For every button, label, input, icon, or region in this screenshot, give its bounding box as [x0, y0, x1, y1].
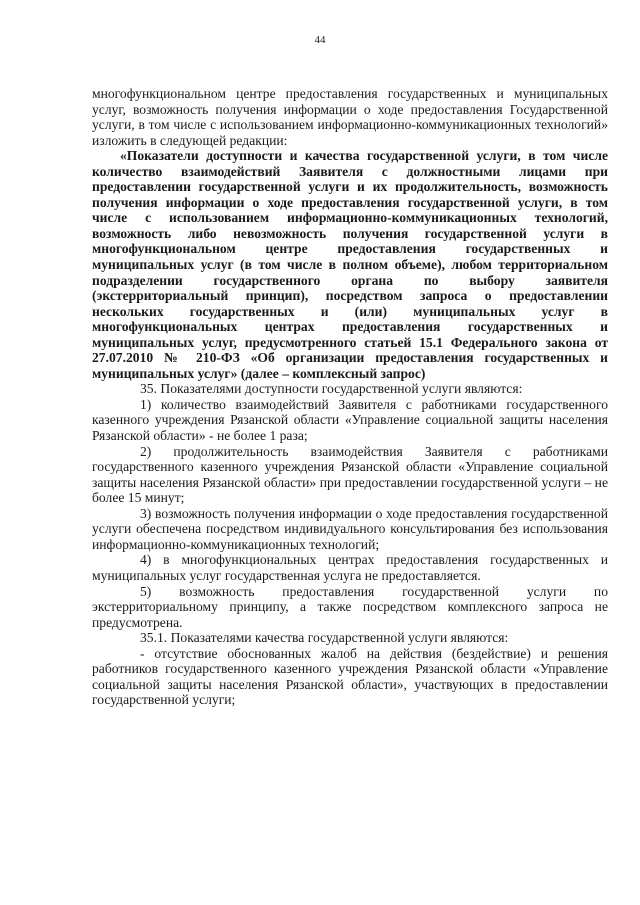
- quality-item-1: - отсутствие обоснованных жалоб на действия (бездействие) и решения работников государственного казенного учреждения Рязанской области «Управление социальной защиты населения Рязанской области», участвующих в предоставлении государственной услуги;: [92, 645, 608, 708]
- item-5: 5) возможность предоставления государственной услуги по экстерриториальному принципу, а также посредством комплексного запроса не предусмотрена.: [92, 583, 608, 630]
- document-body: [92, 86, 608, 708]
- item-4: 4) в многофункциональных центрах предоставления государственных и муниципальных услуг государственная услуга не предоставляется.: [92, 552, 608, 583]
- paragraph-35-1: 35.1. Показателями качества государственной услуги являются:: [140, 630, 509, 646]
- page-number: 44: [314, 34, 326, 46]
- item-1: 1) количество взаимодействий Заявителя с работниками государственного казенного учреждения Рязанской области «Управление социальной защиты населения Рязанской области» - не более 1 раза;: [92, 396, 608, 444]
- item-2: 2) продолжительность взаимодействия Заявителя с работниками государственного казенного учреждения Рязанской области «Управление социальной защиты населения Рязанской области» при предоставлении государственной услуги – не более 15 минут;: [92, 443, 608, 506]
- intro-paragraph: многофункциональном центре предоставления государственных и муниципальных услуг, возможность получения информации о ходе предоставления Государственной услуги, в том числе с использованием информационно-коммуникационных технологий» изложить в следующей редакции:: [92, 86, 608, 148]
- item-3: 3) возможность получения информации о ходе предоставления государственной услуги обеспечена посредством индивидуального консультирования без использования информационно-коммуникационных технологий;: [92, 505, 608, 552]
- paragraph-35: 35. Показателями доступности государственной услуги являются:: [140, 381, 523, 397]
- section-heading-bold: «Показатели доступности и качества государственной услуги, в том числе количество взаимодействий Заявителя с должностными лицами при предоставлении государственной услуги и их продолжительность, возможность получения информации о ходе предоставления государственной услуги, в том числе с использованием информационно-коммуникационных технологий, возможность либо невозможность получения государственной услуги в многофункциональном центре предоставления государственных и муниципальных услуг (в том числе в полном объеме), любом территориальном подразделении государственного органа по выбору заявителя (экстерриториальный принцип), посредством запроса о предоставлении нескольких государственных и (или) муниципальных услуг в многофункциональных центрах предоставления государственных и муниципальных услуг, предусмотренного статьей 15.1 Федерального закона от 27.07.2010 № 210-ФЗ «Об организации предоставления государственных и муниципальных услуг» (далее – комплексный запрос): [92, 148, 608, 381]
